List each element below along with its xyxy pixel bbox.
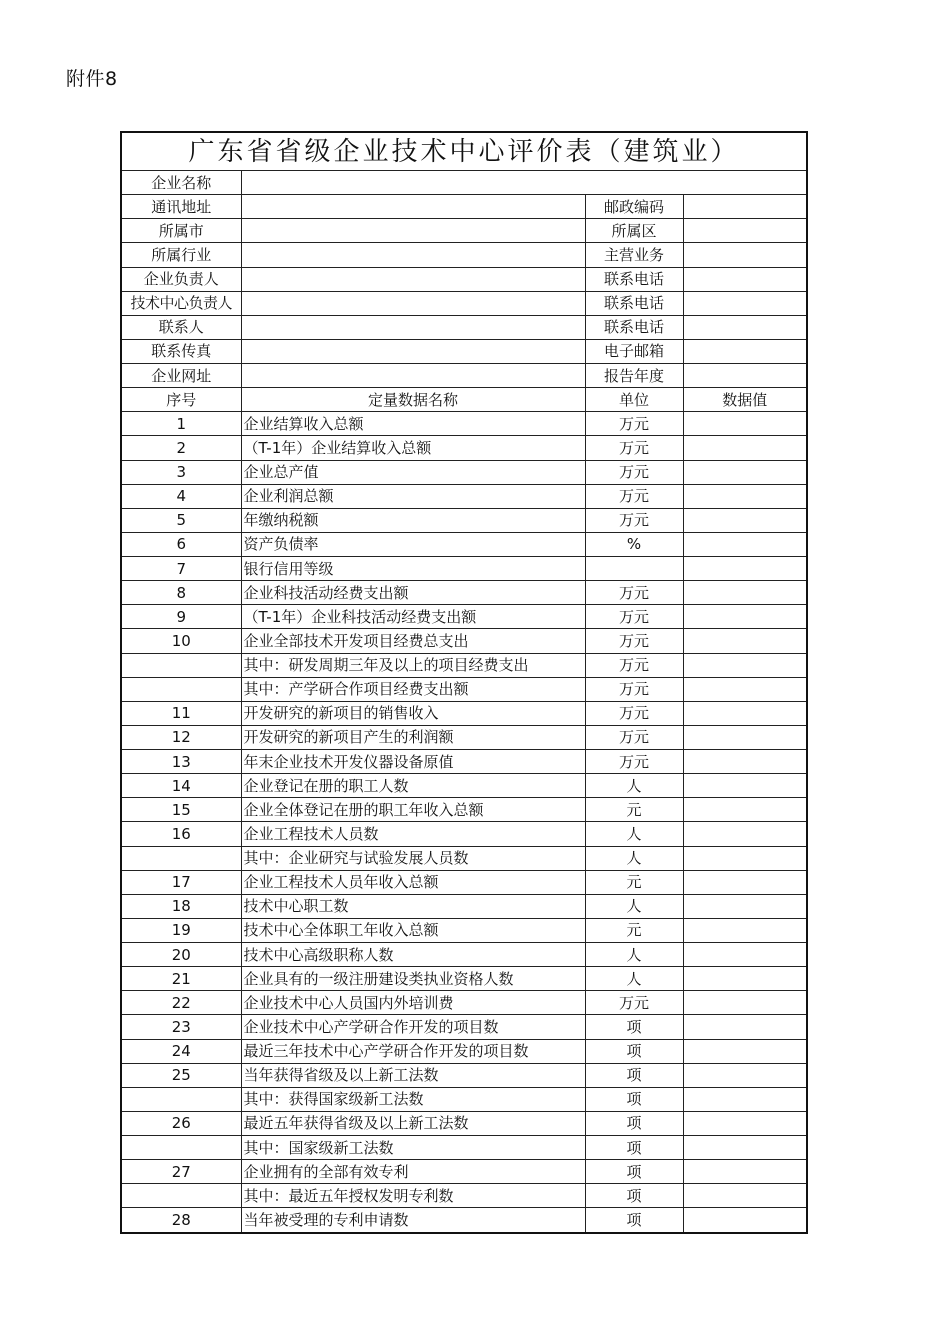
row-value-field[interactable]: [683, 870, 807, 894]
row-metric-name: 企业利润总额: [241, 484, 585, 508]
row-metric-name: 当年被受理的专利申请数: [241, 1208, 585, 1233]
row-value-field[interactable]: [683, 894, 807, 918]
row-metric-name: 企业具有的一级注册建设类执业资格人数: [241, 967, 585, 991]
row-metric-name: （T-1年）企业结算收入总额: [241, 436, 585, 460]
contact-phone-field[interactable]: [683, 267, 807, 291]
table-row: [121, 774, 807, 798]
row-value-field[interactable]: [683, 991, 807, 1015]
row-number: 9: [121, 605, 241, 629]
postal-code-label: 邮政编码: [585, 195, 683, 219]
table-row: [121, 557, 807, 581]
form-title: 广东省省级企业技术中心评价表（建筑业）: [121, 132, 807, 171]
row-unit: 项: [585, 1136, 683, 1160]
row-unit: 万元: [585, 991, 683, 1015]
row-unit: 项: [585, 1063, 683, 1087]
row-metric-name: 开发研究的新项目产生的利润额: [241, 725, 585, 749]
row-value-field[interactable]: [683, 1063, 807, 1087]
report-year-field[interactable]: [683, 364, 807, 388]
table-row: [121, 1087, 807, 1111]
unit-header: 单位: [585, 388, 683, 412]
row-metric-name: 企业登记在册的职工人数: [241, 774, 585, 798]
row-number: 4: [121, 484, 241, 508]
main-business-label: 主营业务: [585, 243, 683, 267]
row-number: 28: [121, 1208, 241, 1233]
row-metric-name: 企业技术中心人员国内外培训费: [241, 991, 585, 1015]
contact-phone-label: 联系电话: [585, 291, 683, 315]
row-metric-name: 企业全部技术开发项目经费总支出: [241, 629, 585, 653]
attachment-label: 附件8: [66, 68, 118, 90]
row-metric-name: 企业结算收入总额: [241, 412, 585, 436]
enterprise-head-label: 企业负责人: [121, 267, 241, 291]
row-number: 1: [121, 412, 241, 436]
row-unit: 万元: [585, 581, 683, 605]
row-unit: 万元: [585, 725, 683, 749]
data-header-row: [121, 388, 807, 412]
row-value-field[interactable]: [683, 1087, 807, 1111]
table-row: [121, 484, 807, 508]
row-value-field[interactable]: [683, 822, 807, 846]
table-row: [121, 1015, 807, 1039]
row-value-field[interactable]: [683, 532, 807, 556]
postal-code-field[interactable]: [683, 195, 807, 219]
email-label: 电子邮箱: [585, 339, 683, 363]
row-unit: 人: [585, 774, 683, 798]
row-metric-name: 企业总产值: [241, 460, 585, 484]
row-value-field[interactable]: [683, 1208, 807, 1233]
city-field[interactable]: [241, 219, 585, 243]
row-unit: 万元: [585, 629, 683, 653]
table-row: [121, 1208, 807, 1233]
table-row: [121, 677, 807, 701]
row-number: 18: [121, 894, 241, 918]
row-unit: 元: [585, 870, 683, 894]
row-unit: 万元: [585, 750, 683, 774]
table-row: [121, 605, 807, 629]
contact-phone-field[interactable]: [683, 291, 807, 315]
info-row-website: [121, 364, 807, 388]
table-row: [121, 991, 807, 1015]
row-unit: 万元: [585, 605, 683, 629]
row-value-field[interactable]: [683, 605, 807, 629]
info-row-industry: [121, 243, 807, 267]
row-unit: 人: [585, 846, 683, 870]
row-metric-name: 其中：国家级新工法数: [241, 1136, 585, 1160]
table-row: [121, 436, 807, 460]
report-year-label: 报告年度: [585, 364, 683, 388]
row-number: 2: [121, 436, 241, 460]
table-row: [121, 532, 807, 556]
row-number: 26: [121, 1111, 241, 1135]
row-unit: 项: [585, 1015, 683, 1039]
info-row-enterprise-head: [121, 267, 807, 291]
row-value-field[interactable]: [683, 436, 807, 460]
row-unit: 人: [585, 967, 683, 991]
row-number: 20: [121, 943, 241, 967]
table-row: [121, 1063, 807, 1087]
row-number: [121, 1184, 241, 1208]
row-number: 22: [121, 991, 241, 1015]
row-value-field[interactable]: [683, 1039, 807, 1063]
row-unit: 元: [585, 798, 683, 822]
row-unit: 项: [585, 1087, 683, 1111]
row-unit: 万元: [585, 460, 683, 484]
seq-header: 序号: [121, 388, 241, 412]
table-row: [121, 460, 807, 484]
info-row-center-head: [121, 291, 807, 315]
row-value-field[interactable]: [683, 484, 807, 508]
row-number: 5: [121, 508, 241, 532]
row-number: 21: [121, 967, 241, 991]
row-number: 6: [121, 532, 241, 556]
row-value-field[interactable]: [683, 581, 807, 605]
row-metric-name: 年末企业技术开发仪器设备原值: [241, 750, 585, 774]
table-row: [121, 1160, 807, 1184]
row-unit: 项: [585, 1039, 683, 1063]
row-metric-name: 技术中心高级职称人数: [241, 943, 585, 967]
row-number: 24: [121, 1039, 241, 1063]
evaluation-form-table: [120, 131, 808, 1234]
address-label: 通讯地址: [121, 195, 241, 219]
row-metric-name: 技术中心全体职工年收入总额: [241, 918, 585, 942]
row-unit: 项: [585, 1160, 683, 1184]
contact-phone-label: 联系电话: [585, 315, 683, 339]
district-field[interactable]: [683, 219, 807, 243]
fax-field[interactable]: [241, 339, 585, 363]
row-metric-name: 企业拥有的全部有效专利: [241, 1160, 585, 1184]
row-unit: 人: [585, 943, 683, 967]
row-value-field[interactable]: [683, 774, 807, 798]
row-metric-name: 其中：最近五年授权发明专利数: [241, 1184, 585, 1208]
row-unit: 项: [585, 1208, 683, 1233]
contact-person-field[interactable]: [241, 315, 585, 339]
row-metric-name: 银行信用等级: [241, 557, 585, 581]
table-row: [121, 629, 807, 653]
table-row: [121, 822, 807, 846]
row-value-field[interactable]: [683, 750, 807, 774]
row-number: [121, 846, 241, 870]
row-unit: 万元: [585, 412, 683, 436]
center-head-field[interactable]: [241, 291, 585, 315]
row-number: [121, 1087, 241, 1111]
row-metric-name: 当年获得省级及以上新工法数: [241, 1063, 585, 1087]
enterprise-head-field[interactable]: [241, 267, 585, 291]
row-number: [121, 677, 241, 701]
table-row: [121, 1111, 807, 1135]
table-row: [121, 750, 807, 774]
row-unit: 元: [585, 918, 683, 942]
row-value-field[interactable]: [683, 412, 807, 436]
table-row: [121, 846, 807, 870]
row-unit: 万元: [585, 436, 683, 460]
row-metric-name: 资产负债率: [241, 532, 585, 556]
table-row: [121, 725, 807, 749]
info-row-enterprise-name: [121, 171, 807, 195]
row-number: 13: [121, 750, 241, 774]
row-unit: 人: [585, 822, 683, 846]
row-number: 11: [121, 701, 241, 725]
row-metric-name: 其中：企业研究与试验发展人员数: [241, 846, 585, 870]
row-metric-name: 其中：产学研合作项目经费支出额: [241, 677, 585, 701]
row-value-field[interactable]: [683, 629, 807, 653]
table-row: [121, 508, 807, 532]
row-metric-name: 年缴纳税额: [241, 508, 585, 532]
row-number: 23: [121, 1015, 241, 1039]
table-row: [121, 894, 807, 918]
row-unit: 万元: [585, 677, 683, 701]
row-value-field[interactable]: [683, 1184, 807, 1208]
enterprise-name-label: 企业名称: [121, 171, 241, 195]
table-row: [121, 798, 807, 822]
row-value-field[interactable]: [683, 508, 807, 532]
row-unit: [585, 557, 683, 581]
row-metric-name: 技术中心职工数: [241, 894, 585, 918]
row-value-field[interactable]: [683, 1136, 807, 1160]
contact-person-label: 联系人: [121, 315, 241, 339]
row-value-field[interactable]: [683, 677, 807, 701]
table-row: [121, 918, 807, 942]
row-value-field[interactable]: [683, 1015, 807, 1039]
row-number: 25: [121, 1063, 241, 1087]
row-value-field[interactable]: [683, 918, 807, 942]
table-row: [121, 653, 807, 677]
fax-label: 联系传真: [121, 339, 241, 363]
table-row: [121, 1039, 807, 1063]
info-row-address: [121, 195, 807, 219]
email-field[interactable]: [683, 339, 807, 363]
row-number: [121, 1136, 241, 1160]
row-value-field[interactable]: [683, 967, 807, 991]
row-metric-name: 企业全体登记在册的职工年收入总额: [241, 798, 585, 822]
row-metric-name: 企业技术中心产学研合作开发的项目数: [241, 1015, 585, 1039]
table-row: [121, 581, 807, 605]
row-metric-name: （T-1年）企业科技活动经费支出额: [241, 605, 585, 629]
info-row-fax: [121, 339, 807, 363]
row-unit: %: [585, 532, 683, 556]
row-number: 19: [121, 918, 241, 942]
row-unit: 项: [585, 1111, 683, 1135]
row-value-field[interactable]: [683, 725, 807, 749]
district-label: 所属区: [585, 219, 683, 243]
center-head-label: 技术中心负责人: [121, 291, 241, 315]
website-field[interactable]: [241, 364, 585, 388]
row-metric-name: 企业工程技术人员数: [241, 822, 585, 846]
website-label: 企业网址: [121, 364, 241, 388]
row-value-field[interactable]: [683, 1111, 807, 1135]
row-metric-name: 最近三年技术中心产学研合作开发的项目数: [241, 1039, 585, 1063]
industry-field[interactable]: [241, 243, 585, 267]
row-metric-name: 开发研究的新项目的销售收入: [241, 701, 585, 725]
row-value-field[interactable]: [683, 701, 807, 725]
row-unit: 万元: [585, 508, 683, 532]
row-unit: 项: [585, 1184, 683, 1208]
row-number: 12: [121, 725, 241, 749]
value-header: 数据值: [683, 388, 807, 412]
row-number: 14: [121, 774, 241, 798]
row-number: 15: [121, 798, 241, 822]
row-metric-name: 其中：研发周期三年及以上的项目经费支出: [241, 653, 585, 677]
row-value-field[interactable]: [683, 557, 807, 581]
row-value-field[interactable]: [683, 846, 807, 870]
row-metric-name: 其中：获得国家级新工法数: [241, 1087, 585, 1111]
table-row: [121, 701, 807, 725]
row-number: 3: [121, 460, 241, 484]
table-row: [121, 967, 807, 991]
row-value-field[interactable]: [683, 798, 807, 822]
title-row: [121, 132, 807, 171]
row-metric-name: 最近五年获得省级及以上新工法数: [241, 1111, 585, 1135]
row-number: 17: [121, 870, 241, 894]
row-value-field[interactable]: [683, 943, 807, 967]
row-value-field[interactable]: [683, 460, 807, 484]
industry-label: 所属行业: [121, 243, 241, 267]
name-header: 定量数据名称: [241, 388, 585, 412]
info-row-contact-person: [121, 315, 807, 339]
row-number: 7: [121, 557, 241, 581]
main-business-field[interactable]: [683, 243, 807, 267]
row-value-field[interactable]: [683, 1160, 807, 1184]
enterprise-name-field[interactable]: [241, 171, 807, 195]
row-unit: 万元: [585, 701, 683, 725]
row-metric-name: 企业工程技术人员年收入总额: [241, 870, 585, 894]
contact-phone-field[interactable]: [683, 315, 807, 339]
info-row-city: [121, 219, 807, 243]
address-field[interactable]: [241, 195, 585, 219]
table-row: [121, 870, 807, 894]
table-row: [121, 1136, 807, 1160]
row-unit: 万元: [585, 484, 683, 508]
row-number: 27: [121, 1160, 241, 1184]
row-number: 8: [121, 581, 241, 605]
table-row: [121, 1184, 807, 1208]
table-row: [121, 943, 807, 967]
row-metric-name: 企业科技活动经费支出额: [241, 581, 585, 605]
row-unit: 人: [585, 894, 683, 918]
table-row: [121, 412, 807, 436]
row-value-field[interactable]: [683, 653, 807, 677]
row-number: 16: [121, 822, 241, 846]
row-unit: 万元: [585, 653, 683, 677]
contact-phone-label: 联系电话: [585, 267, 683, 291]
row-number: 10: [121, 629, 241, 653]
city-label: 所属市: [121, 219, 241, 243]
row-number: [121, 653, 241, 677]
